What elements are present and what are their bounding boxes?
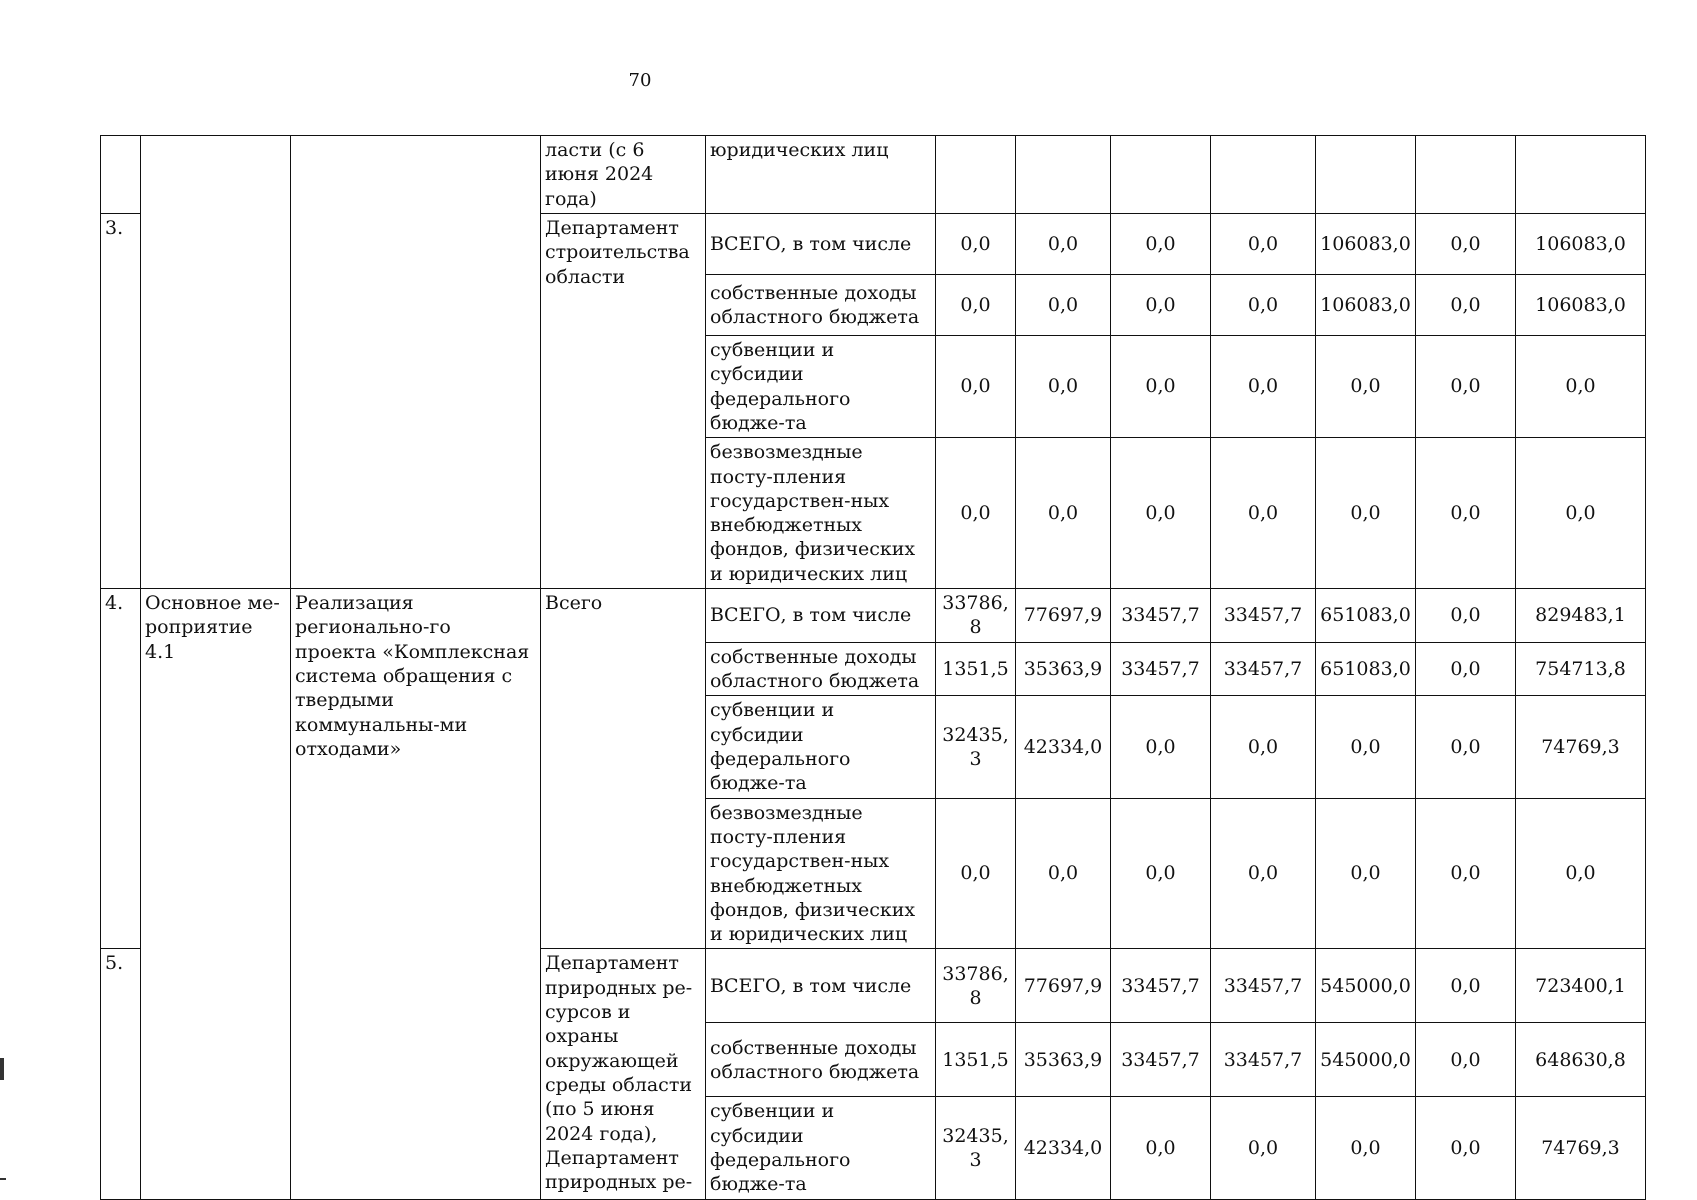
- source-cell: собственные доходы областного бюджета: [706, 1023, 936, 1097]
- title-cell: Реализация регионально-го проекта «Комплексная система обращения с твердыми коммунальны-ми отходами»: [291, 589, 541, 1200]
- value-cell: [1316, 136, 1416, 214]
- value-cell: 33457,7: [1111, 589, 1211, 643]
- value-cell: 0,0: [1516, 798, 1646, 949]
- source-cell: субвенции и субсидии федерального бюдже-та: [706, 1097, 936, 1199]
- value-cell: 33457,7: [1111, 1023, 1211, 1097]
- source-cell: собственные доходы областного бюджета: [706, 274, 936, 335]
- value-cell: 33457,7: [1211, 1023, 1316, 1097]
- name-cell: [141, 136, 291, 589]
- responsible-cell: ласти (с 6 июня 2024 года): [541, 136, 706, 214]
- value-cell: 0,0: [1016, 213, 1111, 274]
- value-cell: 545000,0: [1316, 1023, 1416, 1097]
- value-cell: [1111, 136, 1211, 214]
- value-cell: 0,0: [1211, 274, 1316, 335]
- value-cell: 0,0: [1211, 696, 1316, 798]
- value-cell: 33457,7: [1211, 642, 1316, 696]
- value-cell: 33457,7: [1211, 949, 1316, 1023]
- value-cell: 106083,0: [1516, 274, 1646, 335]
- table-row: [101, 136, 1646, 214]
- value-cell: 0,0: [1416, 949, 1516, 1023]
- value-cell: 74769,3: [1516, 1097, 1646, 1199]
- value-cell: 0,0: [1416, 274, 1516, 335]
- value-cell: 723400,1: [1516, 949, 1646, 1023]
- value-cell: 0,0: [1016, 335, 1111, 437]
- value-cell: 77697,9: [1016, 949, 1111, 1023]
- value-cell: 0,0: [1416, 1023, 1516, 1097]
- source-cell: ВСЕГО, в том числе: [706, 589, 936, 643]
- source-cell: ВСЕГО, в том числе: [706, 949, 936, 1023]
- value-cell: 35363,9: [1016, 642, 1111, 696]
- value-cell: 42334,0: [1016, 1097, 1111, 1199]
- value-cell: 0,0: [936, 335, 1016, 437]
- source-cell: юридических лиц: [706, 136, 936, 214]
- value-cell: 74769,3: [1516, 696, 1646, 798]
- value-cell: 0,0: [1111, 438, 1211, 589]
- value-cell: 0,0: [1316, 798, 1416, 949]
- value-cell: 0,0: [1111, 798, 1211, 949]
- source-cell: ВСЕГО, в том числе: [706, 213, 936, 274]
- value-cell: 0,0: [1416, 213, 1516, 274]
- value-cell: 32435,3: [936, 1097, 1016, 1199]
- responsible-cell: Всего: [541, 589, 706, 949]
- value-cell: 0,0: [1211, 798, 1316, 949]
- value-cell: 0,0: [1016, 274, 1111, 335]
- budget-table: [100, 135, 1646, 1200]
- value-cell: 0,0: [1211, 213, 1316, 274]
- value-cell: 33786,8: [936, 949, 1016, 1023]
- value-cell: 0,0: [1111, 335, 1211, 437]
- value-cell: 0,0: [1111, 274, 1211, 335]
- value-cell: 0,0: [1416, 589, 1516, 643]
- row-number: 4.: [101, 589, 141, 949]
- value-cell: 0,0: [1111, 213, 1211, 274]
- source-cell: безвозмездные посту-пления государствен-ных внебюджетных фондов, физических и юридических лиц: [706, 798, 936, 949]
- scan-edge-mark: [0, 1058, 4, 1080]
- value-cell: 1351,5: [936, 642, 1016, 696]
- value-cell: 651083,0: [1316, 642, 1416, 696]
- value-cell: 1351,5: [936, 1023, 1016, 1097]
- value-cell: 33457,7: [1111, 949, 1211, 1023]
- value-cell: 106083,0: [1516, 213, 1646, 274]
- source-cell: собственные доходы областного бюджета: [706, 642, 936, 696]
- value-cell: 0,0: [936, 213, 1016, 274]
- value-cell: 106083,0: [1316, 274, 1416, 335]
- value-cell: 33786,8: [936, 589, 1016, 643]
- value-cell: 0,0: [1016, 438, 1111, 589]
- value-cell: 0,0: [1416, 438, 1516, 589]
- value-cell: 77697,9: [1016, 589, 1111, 643]
- value-cell: 106083,0: [1316, 213, 1416, 274]
- value-cell: 0,0: [1416, 642, 1516, 696]
- value-cell: 0,0: [1416, 696, 1516, 798]
- value-cell: 33457,7: [1211, 589, 1316, 643]
- page-number: 70: [628, 70, 652, 91]
- value-cell: [936, 136, 1016, 214]
- value-cell: 35363,9: [1016, 1023, 1111, 1097]
- name-cell: Основное ме-роприятие 4.1: [141, 589, 291, 1200]
- responsible-cell: Департамент строительства области: [541, 213, 706, 588]
- value-cell: 32435,3: [936, 696, 1016, 798]
- source-cell: субвенции и субсидии федерального бюдже-та: [706, 335, 936, 437]
- number-cell: [101, 136, 141, 214]
- value-cell: [1416, 136, 1516, 214]
- scan-edge-mark: [0, 1178, 6, 1180]
- row-number: 3.: [101, 213, 141, 588]
- value-cell: 33457,7: [1111, 642, 1211, 696]
- value-cell: 545000,0: [1316, 949, 1416, 1023]
- value-cell: 0,0: [1416, 335, 1516, 437]
- value-cell: [1211, 136, 1316, 214]
- value-cell: 42334,0: [1016, 696, 1111, 798]
- value-cell: 0,0: [1316, 438, 1416, 589]
- value-cell: 0,0: [1111, 1097, 1211, 1199]
- value-cell: 0,0: [1516, 335, 1646, 437]
- value-cell: 0,0: [1516, 438, 1646, 589]
- value-cell: 0,0: [1416, 1097, 1516, 1199]
- value-cell: 0,0: [1316, 696, 1416, 798]
- value-cell: 829483,1: [1516, 589, 1646, 643]
- source-cell: субвенции и субсидии федерального бюдже-та: [706, 696, 936, 798]
- title-cell: [291, 136, 541, 589]
- value-cell: 0,0: [936, 274, 1016, 335]
- value-cell: 651083,0: [1316, 589, 1416, 643]
- value-cell: 0,0: [936, 438, 1016, 589]
- value-cell: 0,0: [1416, 798, 1516, 949]
- value-cell: 0,0: [936, 798, 1016, 949]
- value-cell: 648630,8: [1516, 1023, 1646, 1097]
- value-cell: [1016, 136, 1111, 214]
- value-cell: [1516, 136, 1646, 214]
- value-cell: 0,0: [1316, 335, 1416, 437]
- value-cell: 0,0: [1211, 438, 1316, 589]
- value-cell: 0,0: [1211, 335, 1316, 437]
- value-cell: 754713,8: [1516, 642, 1646, 696]
- source-cell: безвозмездные посту-пления государствен-ных внебюджетных фондов, физических и юридических лиц: [706, 438, 936, 589]
- responsible-cell: Департамент природных ре-сурсов и охраны окружающей среды области (по 5 июня 2024 года), Департамент природных ре-: [541, 949, 706, 1199]
- table-row: [101, 589, 1646, 643]
- value-cell: 0,0: [1111, 696, 1211, 798]
- row-number: 5.: [101, 949, 141, 1199]
- value-cell: 0,0: [1016, 798, 1111, 949]
- value-cell: 0,0: [1211, 1097, 1316, 1199]
- value-cell: 0,0: [1316, 1097, 1416, 1199]
